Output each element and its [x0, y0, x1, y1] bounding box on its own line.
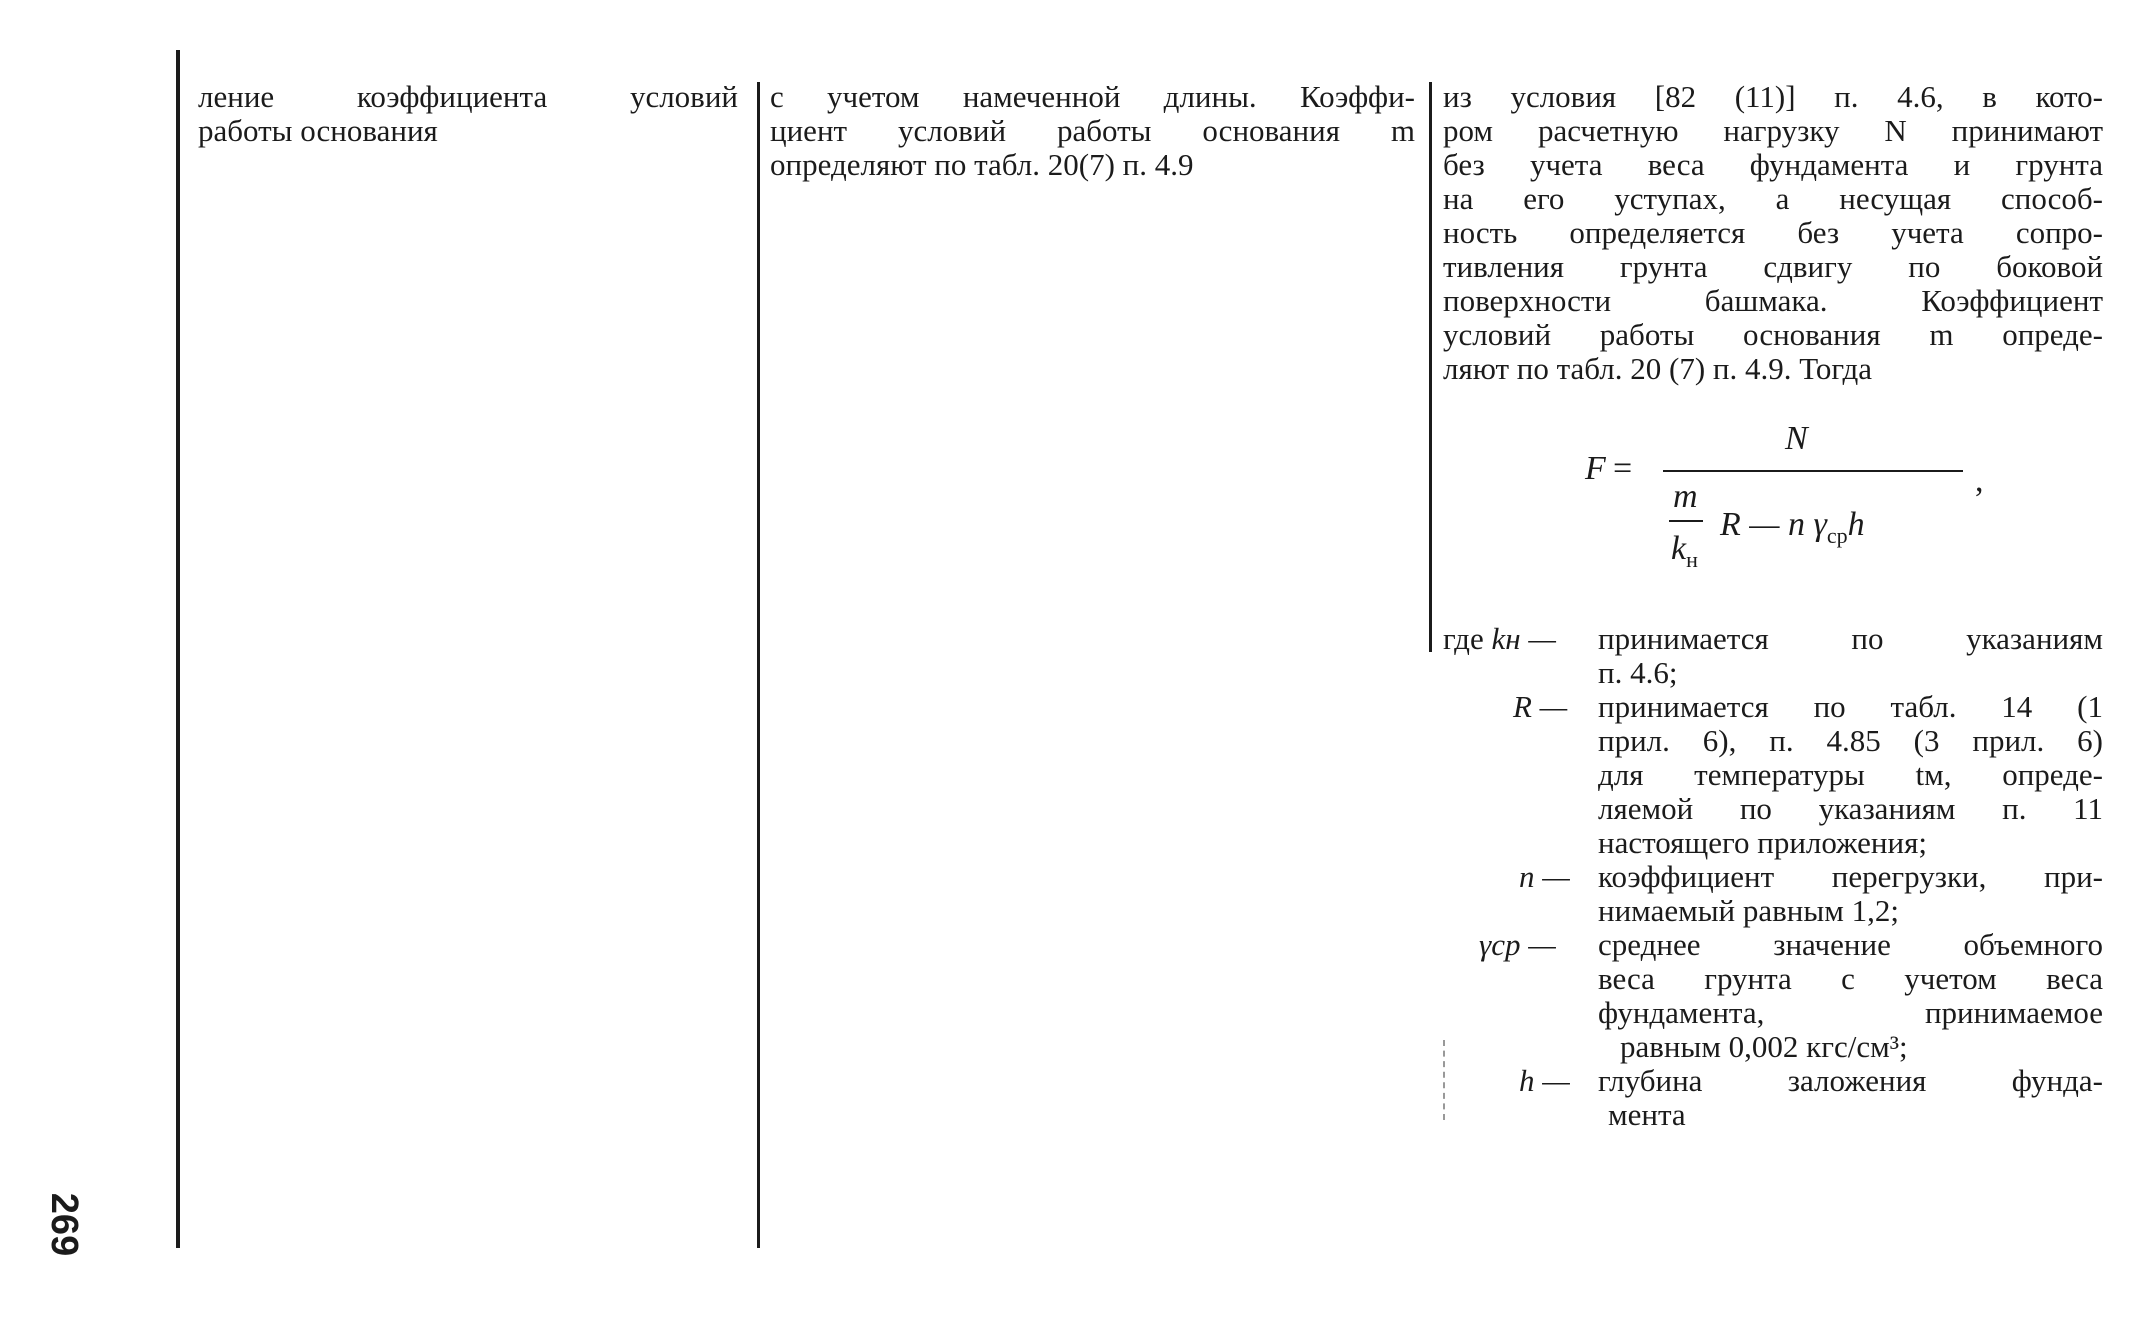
definition-text	[1598, 860, 2103, 928]
formula-h: h	[1847, 506, 1865, 543]
definition-line: ляемой по указаниям п. 11	[1598, 791, 2103, 826]
formula-numerator: N	[1785, 420, 1808, 457]
definition-item	[1443, 622, 2103, 690]
definition-symbol-text: kн —	[1491, 621, 1556, 656]
definition-line: прил. 6), п. 4.85 (3 прил. 6)	[1598, 723, 2103, 758]
definitions-list	[1443, 622, 2103, 1132]
col2-line-3: определяют по табл. 20(7) п. 4.9	[770, 147, 1194, 182]
column-1	[198, 80, 738, 148]
column-divider-1	[757, 82, 760, 1248]
definition-line: нимаемый равным 1,2;	[1598, 893, 1899, 928]
formula-denominator-rest	[1720, 506, 1865, 549]
col2-line-1: с учетом намеченной длины. Коэффи-	[770, 79, 1415, 114]
col3-line: ность определяется без учета сопро-	[1443, 215, 2103, 250]
formula-gamma-subscript: ср	[1826, 522, 1848, 548]
definition-line: п. 4.6;	[1598, 655, 1678, 690]
col1-line-1: ление коэффициента условий	[198, 79, 738, 114]
formula	[1575, 420, 1995, 580]
formula-k	[1671, 530, 1698, 573]
col3-line: поверхности башмака. Коэффициент	[1443, 283, 2103, 318]
definition-line: мента	[1608, 1097, 1686, 1132]
formula-comma: ,	[1975, 462, 1984, 499]
col3-line: тивления грунта сдвигу по боковой	[1443, 249, 2103, 284]
definition-item	[1443, 860, 2103, 928]
formula-equals: =	[1613, 450, 1633, 487]
definition-text	[1598, 622, 2103, 690]
col3-line: без учета веса фундамента и грунта	[1443, 147, 2103, 182]
definition-item	[1443, 928, 2103, 1064]
col3-line: ром расчетную нагрузку N принимают	[1443, 113, 2103, 148]
formula-k-subscript: н	[1686, 546, 1698, 572]
formula-lhs: F	[1585, 450, 1606, 487]
definition-symbol: n —	[1519, 859, 1570, 894]
col3-line: на его уступах, а несущая способ-	[1443, 181, 2103, 216]
definition-line: среднее значение объемного	[1598, 927, 2103, 962]
formula-rest-text: R — n γ	[1720, 506, 1827, 543]
col2-line-2: циент условий работы основания m	[770, 113, 1415, 148]
col3-line: ляют по табл. 20 (7) п. 4.9. Тогда	[1443, 351, 1873, 386]
left-border-line	[176, 50, 180, 1248]
definition-text	[1598, 928, 2103, 1064]
definition-line: для температуры tм, опреде-	[1598, 757, 2103, 792]
definition-line: коэффициент перегрузки, при-	[1598, 859, 2103, 894]
formula-m: m	[1673, 478, 1698, 515]
definition-line: веса грунта с учетом веса	[1598, 961, 2103, 996]
inner-fraction-bar	[1669, 520, 1703, 522]
col3-line: условий работы основания m опреде-	[1443, 317, 2103, 352]
column-3	[1443, 80, 2103, 386]
definition-line: глубина заложения фунда-	[1598, 1063, 2103, 1098]
definition-symbol	[1443, 622, 1556, 656]
col3-line: из условия [82 (11)] п. 4.6, в кото-	[1443, 79, 2103, 114]
formula-k-symbol: k	[1671, 530, 1687, 567]
definitions-lead: где	[1443, 621, 1484, 656]
definition-symbol: R —	[1513, 689, 1568, 724]
definition-line: принимается по табл. 14 (1	[1598, 689, 2103, 724]
definition-text	[1598, 1064, 2103, 1132]
fraction-bar	[1663, 470, 1963, 472]
definition-line: равным 0,002 кгс/см³;	[1620, 1029, 1908, 1064]
definition-item	[1443, 1064, 2103, 1132]
column-2	[770, 80, 1415, 182]
definition-line: настоящего приложения;	[1598, 825, 1927, 860]
page-number: 269	[43, 1192, 86, 1257]
definition-text	[1598, 690, 2103, 860]
definition-symbol: h —	[1519, 1063, 1570, 1098]
definition-line: фундамента, принимаемое	[1598, 995, 2103, 1030]
column-divider-2	[1429, 82, 1432, 652]
definition-symbol: γср —	[1479, 927, 1556, 962]
definition-item	[1443, 690, 2103, 860]
definition-line: принимается по указаниям	[1598, 621, 2103, 656]
col1-line-2: работы основания	[198, 113, 438, 148]
